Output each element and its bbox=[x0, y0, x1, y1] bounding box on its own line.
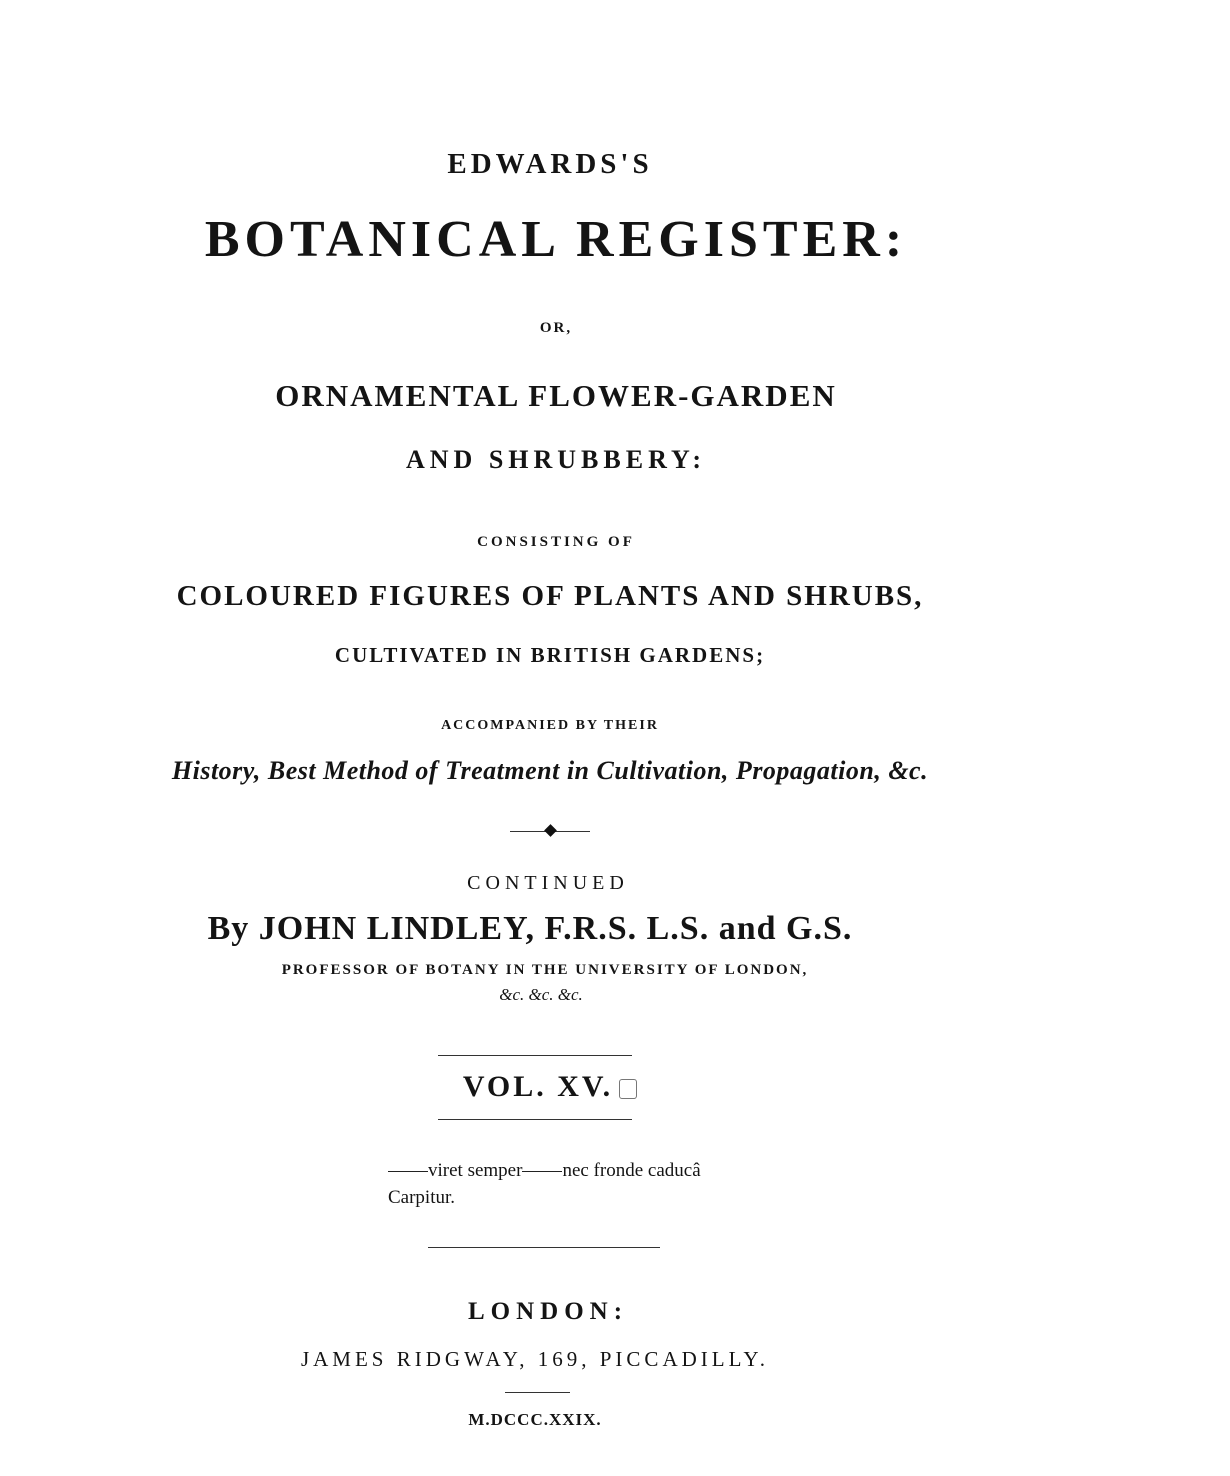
etc-line: &c. &c. &c. bbox=[499, 985, 583, 1004]
year: M.DCCC.XXIX. bbox=[468, 1410, 602, 1429]
motto-dash bbox=[522, 1171, 562, 1172]
volume-block bbox=[0, 1070, 1100, 1104]
main-title: BOTANICAL REGISTER: bbox=[204, 211, 908, 268]
description-line-1: COLOURED FIGURES OF PLANTS AND SHRUBS, bbox=[176, 580, 924, 612]
motto-part-1: viret semper bbox=[428, 1160, 523, 1181]
editor-name: By JOHN LINDLEY, F.R.S. L.S. and G.S. bbox=[207, 910, 853, 947]
motto-dash bbox=[388, 1171, 428, 1172]
motto-rule bbox=[428, 1247, 660, 1248]
volume-rule-bottom bbox=[438, 1119, 632, 1120]
consisting-of: CONSISTING OF bbox=[477, 534, 635, 550]
subtitle-line-2: AND SHRUBBERY: bbox=[405, 445, 706, 474]
stamp-mark-icon bbox=[619, 1079, 637, 1099]
continued-label: CONTINUED bbox=[467, 872, 629, 894]
description-line-2: CULTIVATED IN BRITISH GARDENS; bbox=[334, 643, 766, 667]
volume-rule-top bbox=[438, 1055, 632, 1056]
blackletter-line: History, Best Method of Treatment in Cultivation, Propagation, &c. bbox=[171, 756, 929, 785]
publisher: JAMES RIDGWAY, 169, PICCADILLY. bbox=[300, 1347, 770, 1371]
editor-title: PROFESSOR OF BOTANY IN THE UNIVERSITY OF LONDON, bbox=[281, 962, 809, 978]
motto-line-1 bbox=[388, 1160, 701, 1182]
diamond-ornament-icon bbox=[544, 824, 557, 837]
accompanied-by: ACCOMPANIED BY THEIR bbox=[441, 718, 659, 733]
subtitle-line-1: ORNAMENTAL FLOWER-GARDEN bbox=[275, 378, 837, 413]
volume-number: VOL. XV. bbox=[462, 1070, 614, 1103]
author-possessive: EDWARDS'S bbox=[447, 148, 653, 180]
short-rule bbox=[505, 1392, 570, 1393]
or-connector: OR, bbox=[539, 320, 573, 336]
motto-line-2: Carpitur. bbox=[388, 1187, 456, 1208]
motto-part-2: nec fronde caducâ bbox=[562, 1160, 701, 1181]
place: LONDON: bbox=[467, 1298, 629, 1325]
